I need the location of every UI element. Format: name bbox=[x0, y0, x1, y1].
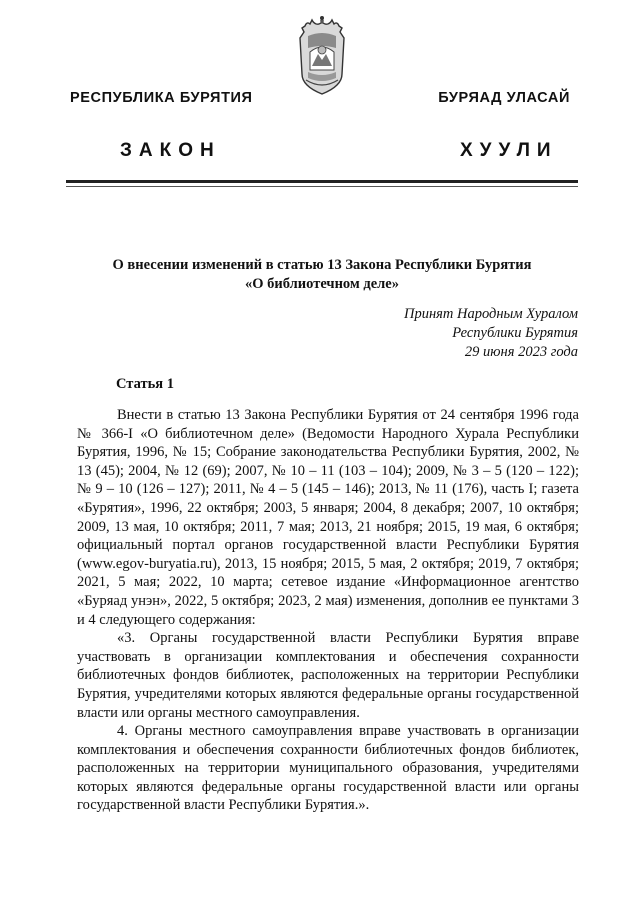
adoption-date: 29 июня 2023 года bbox=[464, 344, 578, 360]
adoption-note-line-2: Республики Бурятия bbox=[452, 325, 578, 341]
adoption-note-line-1: Принят Народным Хуралом bbox=[403, 306, 578, 322]
article-paragraph-1: Внести в статью 13 Закона Республики Бурятия от 24 сентября 1996 года № 366-I «О библиотечном деле» (Ведомости Народного Хурала Республики Бурятия, 1996, № 15; Собрание законодательства Республики Бурятия, 2002, № 13 (45); 2004, № 12 (69); 2007, № 10 – 11 (103 – 104); 2009, № 3 – 5 (120 – 122); № 9 – 10 (126 – 127); 2011, № 4 – 5 (145 – 146); 2013, № 11 (176), часть I; газета «Бурятия», 1996, 22 октября; 2003, 5 января; 2004, 8 декабря; 2007, 10 октября; 2009, 13 мая, 10 октября; 2011, 7 мая; 2013, 21 ноября; 2015, 19 мая, 6 октября; официальный портал органов государственной власти Республики Бурятия (www.egov-buryatia.ru), 2013, 15 ноября; 2015, 5 мая, 2 октября; 2019, 7 октября; 2021, 5 мая; 2022, 10 марта; сетевое издание «Информационное агентство «Буряад унэн», 2022, 5 октября; 2023, 2 мая) изменения, дополнив ее пунктами 3 и 4 следующего содержания: bbox=[77, 407, 579, 628]
republic-name-buryat: БУРЯАД УЛАСАЙ bbox=[438, 90, 570, 106]
article-heading: Статья 1 bbox=[116, 376, 174, 392]
law-title-line-1: О внесении изменений в статью 13 Закона Республики Бурятия bbox=[112, 257, 532, 273]
law-title-line-2: «О библиотечном деле» bbox=[245, 276, 399, 292]
header-divider-thick bbox=[66, 180, 578, 183]
adoption-note bbox=[404, 305, 578, 362]
article-body bbox=[77, 406, 579, 815]
law-heading-buryat: ХУУЛИ bbox=[460, 140, 558, 161]
header-divider-thin bbox=[66, 186, 578, 187]
coat-of-arms-emblem bbox=[296, 14, 348, 96]
republic-name-russian: РЕСПУБЛИКА БУРЯТИЯ bbox=[70, 90, 253, 106]
article-paragraph-3: 4. Органы местного самоуправления вправе участвовать в организации комплектования и обеспечения сохранности библиотечных фондов библиотек, расположенных на территории муниципального образования, учредителями которых являются федеральные органы государственной власти или органы государственной власти Республики Бурятия.». bbox=[77, 723, 579, 814]
law-title bbox=[66, 256, 578, 294]
article-paragraph-2: «3. Органы государственной власти Республики Бурятия вправе участвовать в организации комплектования и обеспечения сохранности библиотечных фондов библиотек, расположенных на территории Республики Бурятия, учредителями которых являются федеральные органы государственной власти или органы местного самоуправления. bbox=[77, 630, 579, 721]
law-heading-russian: ЗАКОН bbox=[120, 140, 221, 161]
